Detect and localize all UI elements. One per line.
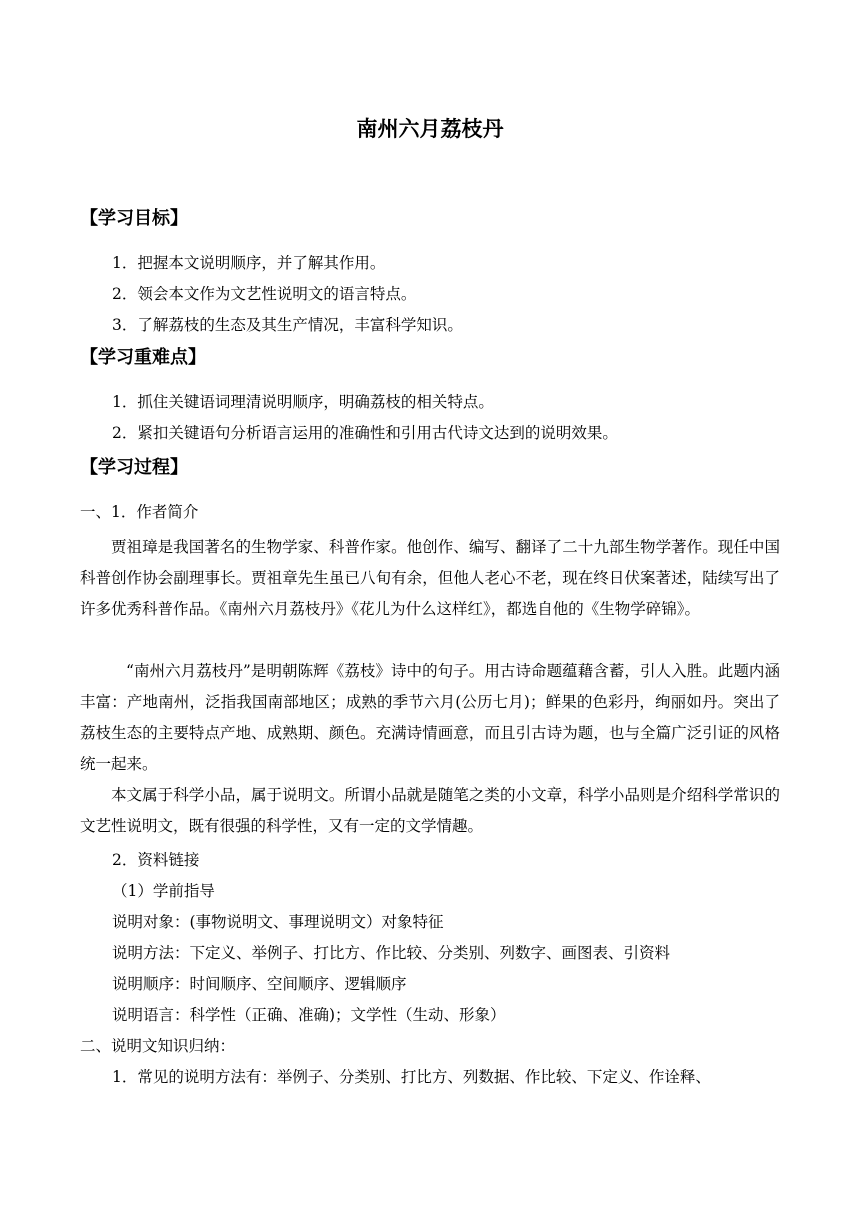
key-point-item: 2．紧扣关键语句分析语言运用的准确性和引用古代诗文达到的说明效果。 xyxy=(112,424,618,442)
guide-line: 说明顺序：时间顺序、空间顺序、逻辑顺序 xyxy=(112,975,407,993)
guide-line: 说明对象：(事物说明文、事理说明文）对象特征 xyxy=(112,913,444,931)
objective-item: 2．领会本文作为文艺性说明文的语言特点。 xyxy=(112,285,417,303)
objective-item: 3．了解荔枝的生态及其生产情况，丰富科学知识。 xyxy=(112,316,463,334)
page-title: 南州六月荔枝丹 xyxy=(356,117,504,141)
genre-paragraph: 本文属于科学小品，属于说明文。所谓小品就是随笔之类的小文章，科学小品则是介绍科学常识的文艺性说明文，既有很强的科学性，又有一定的文学情趣。 xyxy=(80,786,780,835)
objective-item: 1．把握本文说明顺序，并了解其作用。 xyxy=(112,254,386,272)
list-item: 1．常见的说明方法有：举例子、分类别、打比方、列数据、作比较、下定义、作诠释、 xyxy=(112,1068,711,1086)
list-item: 2．资料链接 xyxy=(112,851,200,869)
list-item: （1）学前指导 xyxy=(112,882,215,900)
objectives-heading: 【学习目标】 xyxy=(80,208,188,229)
key-point-item: 1．抓住关键语词理清说明顺序，明确荔枝的相关特点。 xyxy=(112,393,494,411)
process-heading: 【学习过程】 xyxy=(80,457,188,478)
section-heading: 一、1．作者简介 xyxy=(80,503,199,521)
guide-line: 说明方法：下定义、举例子、打比方、作比较、分类别、列数字、画图表、引资料 xyxy=(112,944,671,962)
section-heading: 二、说明文知识归纳： xyxy=(80,1037,236,1055)
author-paragraph: 贾祖璋是我国著名的生物学家、科普作家。他创作、编写、翻译了二十九部生物学著作。现任中国科普创作协会副理事长。贾祖章先生虽已八旬有余，但他人老心不老，现在终日伏案著述，陆续写出了许多优秀科普作品。《南州六月荔枝丹》《花儿为什么这样红》，都选自他的《生物学碎锦》。 xyxy=(80,538,780,618)
title-meaning-paragraph: “南州六月荔枝丹”是明朝陈辉《荔枝》诗中的句子。用古诗命题蕴藉含蓄，引人入胜。此题内涵丰富：产地南州，泛指我国南部地区；成熟的季节六月(公历七月)；鲜果的色彩丹，绚丽如丹。突出了荔枝生态的主要特点产地、成熟期、颜色。充满诗情画意，而且引古诗为题，也与全篇广泛引证的风格统一起来。 xyxy=(80,662,780,773)
key-points-heading: 【学习重难点】 xyxy=(80,347,206,368)
guide-line: 说明语言：科学性（正确、准确)；文学性（生动、形象） xyxy=(112,1006,506,1024)
